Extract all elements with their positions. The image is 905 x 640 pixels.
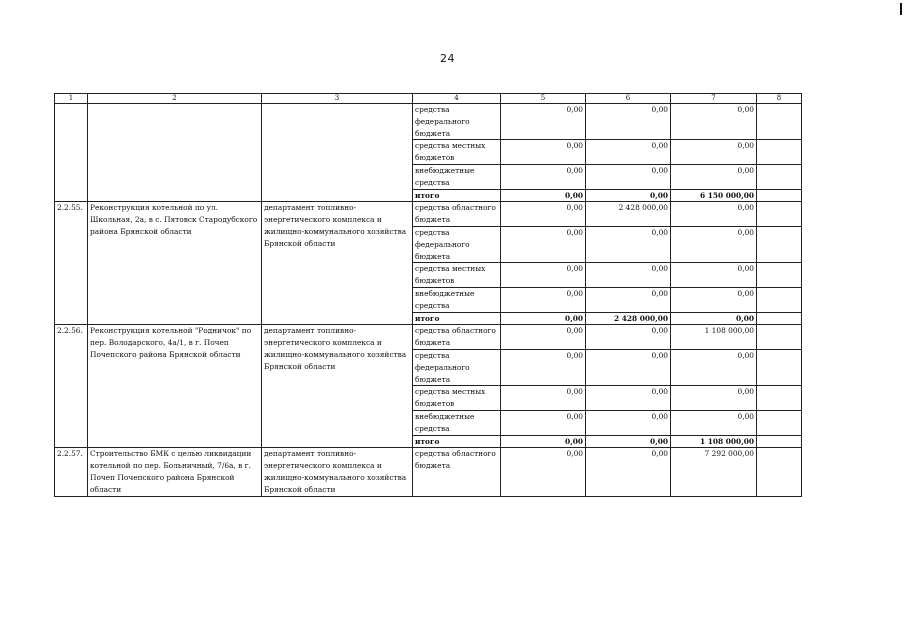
col8-value bbox=[757, 410, 802, 435]
col6-value: 0,00 bbox=[586, 448, 671, 496]
funding-source: средства областного бюджета bbox=[413, 448, 501, 496]
col5-value: 0,00 bbox=[501, 386, 586, 411]
table-row bbox=[55, 104, 802, 140]
item-number bbox=[55, 104, 88, 202]
item-name: Строительство БМК с целью ликвидации котельной по пер. Больничный, 7/6а, в г. Почеп Почепского района Брянской области bbox=[88, 448, 262, 496]
column-number-3: 3 bbox=[262, 94, 413, 104]
item-name: Реконструкция котельной "Родничок" по пер. Володарского, 4а/1, в г. Почеп Почепского района Брянской области bbox=[88, 325, 262, 448]
col8-value bbox=[757, 386, 802, 411]
col5-value: 0,00 bbox=[501, 189, 586, 202]
funding-source: средства областного бюджета bbox=[413, 325, 501, 350]
col7-value: 0,00 bbox=[671, 104, 757, 140]
funding-source: внебюджетные средства bbox=[413, 164, 501, 189]
col8-value bbox=[757, 312, 802, 325]
item-department: департамент топливно-энергетического комплекса и жилищно-коммунального хозяйства Брянской области bbox=[262, 202, 413, 325]
item-number: 2.2.56. bbox=[55, 325, 88, 448]
col5-value: 0,00 bbox=[501, 325, 586, 350]
funding-source: средства федерального бюджета bbox=[413, 104, 501, 140]
table-row bbox=[55, 202, 802, 227]
col6-value: 0,00 bbox=[586, 164, 671, 189]
funding-source: итого bbox=[413, 189, 501, 202]
col6-value: 0,00 bbox=[586, 226, 671, 262]
table-row bbox=[55, 325, 802, 350]
funding-source: итого bbox=[413, 312, 501, 325]
col5-value: 0,00 bbox=[501, 312, 586, 325]
table-row bbox=[55, 448, 802, 496]
col5-value: 0,00 bbox=[501, 349, 586, 385]
column-number-2: 2 bbox=[88, 94, 262, 104]
col7-value: 0,00 bbox=[671, 140, 757, 165]
col6-value: 0,00 bbox=[586, 435, 671, 448]
col7-value: 0,00 bbox=[671, 202, 757, 227]
col7-value: 0,00 bbox=[671, 386, 757, 411]
funding-source: средства местных бюджетов bbox=[413, 386, 501, 411]
col8-value bbox=[757, 104, 802, 140]
col6-value: 0,00 bbox=[586, 386, 671, 411]
col8-value bbox=[757, 263, 802, 288]
col6-value: 0,00 bbox=[586, 287, 671, 312]
col7-value: 0,00 bbox=[671, 287, 757, 312]
item-number: 2.2.55. bbox=[55, 202, 88, 325]
col8-value bbox=[757, 448, 802, 496]
funding-source: внебюджетные средства bbox=[413, 410, 501, 435]
col7-value: 6 150 000,00 bbox=[671, 189, 757, 202]
item-name: Реконструкция котельной по ул. Школьная, 2а, в с. Пятовск Стародубского района Брянской области bbox=[88, 202, 262, 325]
col8-value bbox=[757, 325, 802, 350]
col6-value: 2 428 000,00 bbox=[586, 312, 671, 325]
col8-value bbox=[757, 287, 802, 312]
col7-value: 0,00 bbox=[671, 349, 757, 385]
funding-source: средства федерального бюджета bbox=[413, 226, 501, 262]
budget-table bbox=[54, 93, 802, 497]
col7-value: 0,00 bbox=[671, 164, 757, 189]
item-name bbox=[88, 104, 262, 202]
col5-value: 0,00 bbox=[501, 140, 586, 165]
col5-value: 0,00 bbox=[501, 448, 586, 496]
column-number-5: 5 bbox=[501, 94, 586, 104]
col6-value: 0,00 bbox=[586, 189, 671, 202]
scan-edge-mark bbox=[900, 3, 902, 15]
col7-value: 7 292 000,00 bbox=[671, 448, 757, 496]
col5-value: 0,00 bbox=[501, 410, 586, 435]
col6-value: 0,00 bbox=[586, 104, 671, 140]
col6-value: 2 428 000,00 bbox=[586, 202, 671, 227]
column-number-6: 6 bbox=[586, 94, 671, 104]
col6-value: 0,00 bbox=[586, 349, 671, 385]
col5-value: 0,00 bbox=[501, 263, 586, 288]
column-number-4: 4 bbox=[413, 94, 501, 104]
col8-value bbox=[757, 140, 802, 165]
column-number-7: 7 bbox=[671, 94, 757, 104]
col5-value: 0,00 bbox=[501, 202, 586, 227]
col6-value: 0,00 bbox=[586, 140, 671, 165]
funding-source: средства областного бюджета bbox=[413, 202, 501, 227]
col5-value: 0,00 bbox=[501, 226, 586, 262]
col6-value: 0,00 bbox=[586, 325, 671, 350]
col6-value: 0,00 bbox=[586, 263, 671, 288]
funding-source: средства местных бюджетов bbox=[413, 263, 501, 288]
col8-value bbox=[757, 226, 802, 262]
col8-value bbox=[757, 349, 802, 385]
col8-value bbox=[757, 202, 802, 227]
col5-value: 0,00 bbox=[501, 104, 586, 140]
col7-value: 1 108 000,00 bbox=[671, 435, 757, 448]
column-number-1: 1 bbox=[55, 94, 88, 104]
funding-source: средства федерального бюджета bbox=[413, 349, 501, 385]
page-number: 24 bbox=[440, 52, 455, 65]
col6-value: 0,00 bbox=[586, 410, 671, 435]
col7-value: 0,00 bbox=[671, 312, 757, 325]
col5-value: 0,00 bbox=[501, 435, 586, 448]
item-department: департамент топливно-энергетического комплекса и жилищно-коммунального хозяйства Брянской области bbox=[262, 325, 413, 448]
item-number: 2.2.57. bbox=[55, 448, 88, 496]
col8-value bbox=[757, 189, 802, 202]
col7-value: 0,00 bbox=[671, 410, 757, 435]
item-department bbox=[262, 104, 413, 202]
col8-value bbox=[757, 435, 802, 448]
funding-source: внебюджетные средства bbox=[413, 287, 501, 312]
col5-value: 0,00 bbox=[501, 164, 586, 189]
item-department: департамент топливно-энергетического комплекса и жилищно-коммунального хозяйства Брянской области bbox=[262, 448, 413, 496]
col7-value: 1 108 000,00 bbox=[671, 325, 757, 350]
col5-value: 0,00 bbox=[501, 287, 586, 312]
table-header-row bbox=[55, 94, 802, 104]
funding-source: итого bbox=[413, 435, 501, 448]
col7-value: 0,00 bbox=[671, 226, 757, 262]
col8-value bbox=[757, 164, 802, 189]
funding-source: средства местных бюджетов bbox=[413, 140, 501, 165]
column-number-8: 8 bbox=[757, 94, 802, 104]
col7-value: 0,00 bbox=[671, 263, 757, 288]
